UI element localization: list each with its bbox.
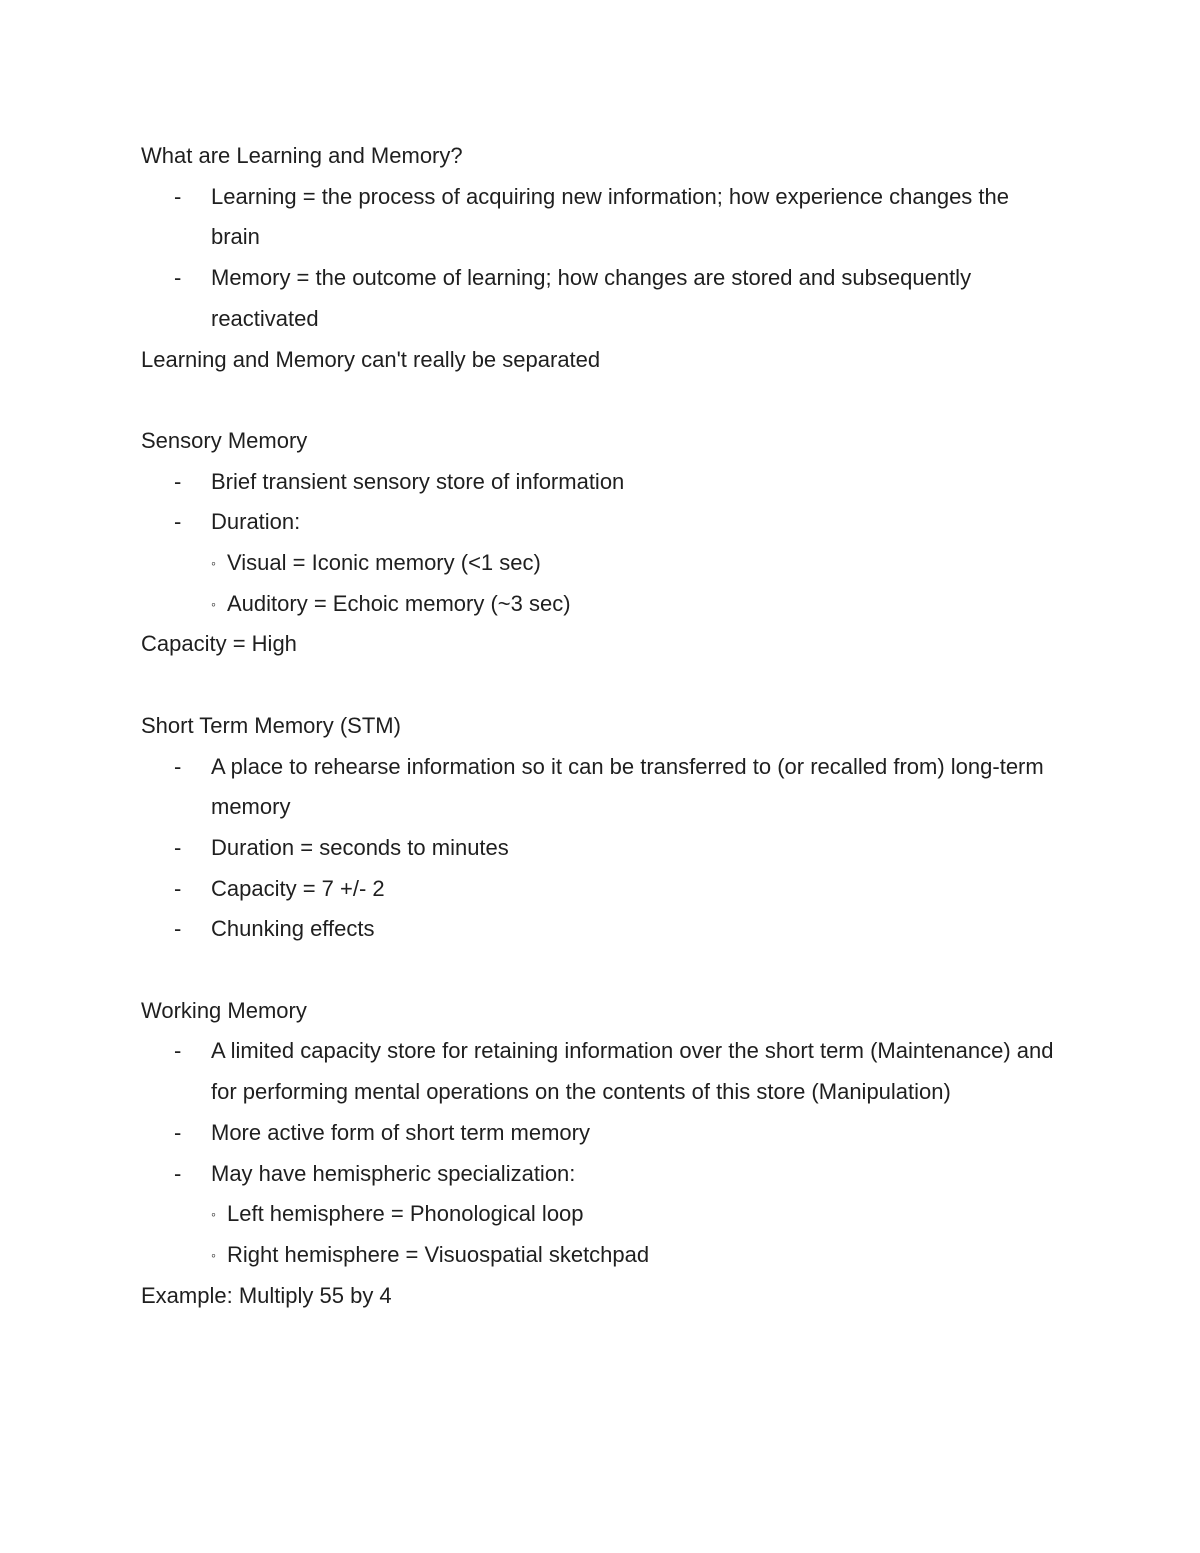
dash-bullet: - (174, 509, 182, 535)
list-item (141, 258, 1061, 339)
list-item (141, 462, 1061, 503)
list-item (141, 1154, 1061, 1195)
list-item (141, 1031, 1061, 1112)
sub-list-item (141, 1194, 1061, 1235)
list-item-text: Capacity = 7 +/- 2 (211, 875, 385, 901)
list-item-text: Duration = seconds to minutes (211, 834, 509, 860)
dash-bullet: - (174, 1160, 182, 1186)
list-item-text: A limited capacity store for retaining information over the short term (Maintenance) and for performing mental operations on the contents of this store (Manipulation) (211, 1038, 1054, 1105)
blank-line (141, 665, 1061, 706)
dash-bullet: - (174, 183, 182, 209)
list-item (141, 502, 1061, 543)
hollow-bullet-icon: ◦ (211, 555, 216, 572)
list-item (141, 909, 1061, 950)
section-footer-note: Capacity = High (141, 631, 297, 657)
list-item-text: Duration: (211, 509, 301, 535)
sub-list-item-text: Right hemisphere = Visuospatial sketchpad (227, 1241, 650, 1267)
blank-line (141, 950, 1061, 991)
list-item (141, 747, 1061, 828)
sub-list-item-text: Visual = Iconic memory (<1 sec) (227, 550, 541, 576)
dash-bullet: - (174, 1038, 182, 1064)
blank-line (141, 380, 1061, 421)
list-item-text: Brief transient sensory store of information (211, 468, 625, 494)
list-item-text: Learning = the process of acquiring new information; how experience changes the brain (211, 183, 1009, 250)
list-item-text: A place to rehearse information so it can be transferred to (or recalled from) long-term memory (211, 753, 1044, 820)
dash-bullet: - (174, 834, 182, 860)
list-item-text: Chunking effects (211, 916, 375, 942)
document-body (141, 136, 1061, 1316)
sub-list-item (141, 543, 1061, 584)
sub-list-item-text: Auditory = Echoic memory (~3 sec) (227, 590, 571, 616)
section-heading-learning-memory: What are Learning and Memory? (141, 143, 463, 168)
section-heading-short-term-memory: Short Term Memory (STM) (141, 712, 401, 738)
list-item (141, 828, 1061, 869)
sub-list-item-text: Left hemisphere = Phonological loop (227, 1201, 584, 1227)
list-item-text: More active form of short term memory (211, 1119, 590, 1145)
hollow-bullet-icon: ◦ (211, 1246, 216, 1263)
list-item-text: May have hemispheric specialization: (211, 1160, 576, 1186)
dash-bullet: - (174, 875, 182, 901)
list-item-text: Memory = the outcome of learning; how changes are stored and subsequently reactivated (211, 265, 972, 331)
list-item (141, 177, 1061, 258)
section-heading-working-memory: Working Memory (141, 997, 307, 1023)
dash-bullet: - (174, 753, 182, 779)
dash-bullet: - (174, 916, 182, 942)
section-footer-note: Learning and Memory can't really be separated (141, 346, 601, 372)
section-footer-note: Example: Multiply 55 by 4 (141, 1282, 392, 1308)
section-heading-sensory-memory: Sensory Memory (141, 427, 308, 453)
dash-bullet: - (174, 265, 182, 291)
sub-list-item (141, 1235, 1061, 1276)
hollow-bullet-icon: ◦ (211, 595, 216, 612)
list-item (141, 1113, 1061, 1154)
list-item (141, 869, 1061, 910)
dash-bullet: - (174, 468, 182, 494)
hollow-bullet-icon: ◦ (211, 1206, 216, 1223)
sub-list-item (141, 584, 1061, 625)
dash-bullet: - (174, 1119, 182, 1145)
